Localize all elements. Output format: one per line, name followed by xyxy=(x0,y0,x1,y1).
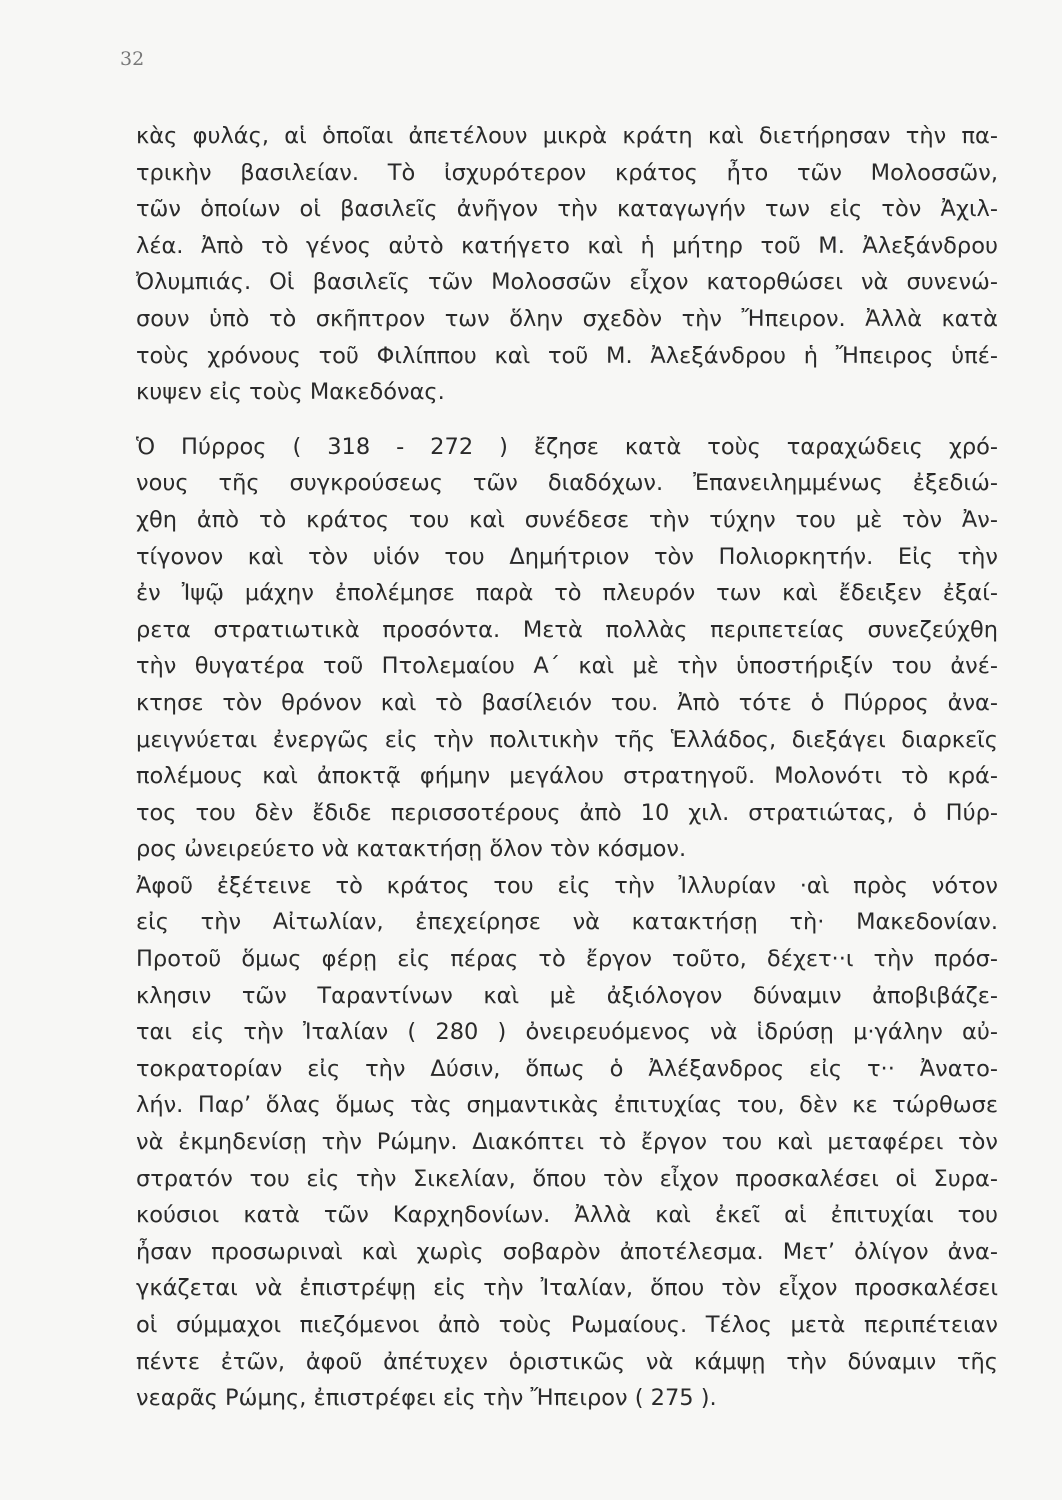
text-line: ρος ὠνειρεύετο νὰ κατακτήσῃ ὅλον τὸν κόσμον. xyxy=(136,836,687,863)
text-line: Ἀφοῦ ἐξέτεινε τὸ κράτος του εἰς τὴν Ἰλλυρίαν ·αὶ πρὸς νότον xyxy=(136,872,998,899)
text-line: ἐν Ἰψῷ μάχην ἐπολέμησε παρὰ τὸ πλευρόν των καὶ ἔδειξεν ἐξαί- xyxy=(136,580,998,607)
text-line: τίγονον καὶ τὸν υἱόν του Δημήτριον τὸν Πολιορκητήν. Εἰς τὴν xyxy=(136,543,998,570)
text-line: κούσιοι κατὰ τῶν Καρχηδονίων. Ἀλλὰ καὶ ἐκεῖ αἱ ἐπιτυχίαι του xyxy=(136,1202,998,1229)
text-line: κτησε τὸν θρόνον καὶ τὸ βασίλειόν του. Ἀπὸ τότε ὁ Πύρρος ἀνα- xyxy=(136,689,998,716)
text-line: Ὁ Πύρρος ( 318 - 272 ) ἔζησε κατὰ τοὺς ταραχώδεις χρό- xyxy=(136,433,998,460)
page-number: 32 xyxy=(120,48,145,70)
text-line: σουν ὑπὸ τὸ σκῆπτρον των ὅλην σχεδὸν τὴν Ἤπειρον. Ἀλλὰ κατὰ xyxy=(136,305,998,332)
text-line: ἦσαν προσωριναὶ καὶ χωρὶς σοβαρὸν ἀποτέλεσμα. Μετ’ ὀλίγον ἀνα- xyxy=(136,1238,998,1265)
paragraph-campaigns xyxy=(136,868,998,1417)
text-line: τος του δὲν ἔδιδε περισσοτέρους ἀπὸ 10 χιλ. στρατιώτας, ὁ Πύρ- xyxy=(136,799,998,826)
text-line: χθη ἀπὸ τὸ κράτος του καὶ συνέδεσε τὴν τύχην του μὲ τὸν Ἀν- xyxy=(136,506,998,533)
text-line: Προτοῦ ὅμως φέρῃ εἰς πέρας τὸ ἔργον τοῦτο, δέχετ··ι τὴν πρόσ- xyxy=(136,946,998,973)
text-line: στρατόν του εἰς τὴν Σικελίαν, ὅπου τὸν εἶχον προσκαλέσει οἱ Συρα- xyxy=(136,1165,998,1192)
text-line: κλησιν τῶν Ταραντίνων καὶ μὲ ἀξιόλογον δύναμιν ἀποβιβάζε- xyxy=(136,982,998,1009)
paragraph-molossians xyxy=(136,118,998,411)
text-line: τὴν θυγατέρα τοῦ Πτολεμαίου Α΄ καὶ μὲ τὴν ὑποστήριξίν του ἀνέ- xyxy=(136,653,998,680)
text-line: τῶν ὁποίων οἱ βασιλεῖς ἀνῆγον τὴν καταγωγήν των εἰς τὸν Ἀχιλ- xyxy=(136,196,998,223)
text-line: λέα. Ἀπὸ τὸ γένος αὐτὸ κατήγετο καὶ ἡ μήτηρ τοῦ Μ. Ἀλεξάνδρου xyxy=(136,232,998,259)
text-line: τοκρατορίαν εἰς τὴν Δύσιν, ὅπως ὁ Ἀλέξανδρος εἰς τ·· Ἀνατο- xyxy=(136,1055,998,1082)
text-line: οἱ σύμμαχοι πιεζόμενοι ἀπὸ τοὺς Ρωμαίους. Τέλος μετὰ περιπέτειαν xyxy=(136,1312,998,1338)
text-line: ρετα στρατιωτικὰ προσόντα. Μετὰ πολλὰς περιπετείας συνεζεύχθη xyxy=(136,616,998,643)
text-line: πέντε ἐτῶν, ἀφοῦ ἀπέτυχεν ὁριστικῶς νὰ κάμψῃ τὴν δύναμιν τῆς xyxy=(136,1348,998,1375)
text-line: γκάζεται νὰ ἐπιστρέψῃ εἰς τὴν Ἰταλίαν, ὅπου τὸν εἶχον προσκαλέσει xyxy=(136,1275,998,1302)
text-line: πολέμους καὶ ἀποκτᾷ φήμην μεγάλου στρατηγοῦ. Μολονότι τὸ κρά- xyxy=(136,763,998,790)
text-line: τρικὴν βασιλείαν. Τὸ ἰσχυρότερον κράτος ἦτο τῶν Μολοσσῶν, xyxy=(136,159,998,186)
text-line: μειγνύεται ἐνεργῶς εἰς τὴν πολιτικὴν τῆς Ἑλλάδος, διεξάγει διαρκεῖς xyxy=(136,726,998,753)
paragraph-gap xyxy=(136,411,998,429)
text-line: τοὺς χρόνους τοῦ Φιλίππου καὶ τοῦ Μ. Ἀλεξάνδρου ἡ Ἤπειρος ὑπέ- xyxy=(136,342,998,369)
text-line: νους τῆς συγκρούσεως τῶν διαδόχων. Ἐπανειλημμένως ἐξεδιώ- xyxy=(136,470,998,497)
text-line: Ὀλυμπιάς. Οἱ βασιλεῖς τῶν Μολοσσῶν εἶχον κατορθώσει νὰ συνενώ- xyxy=(136,269,998,296)
text-line: κὰς φυλάς, αἱ ὁποῖαι ἀπετέλουν μικρὰ κράτη καὶ διετήρησαν τὴν πα- xyxy=(136,123,998,149)
text-line: ται εἰς τὴν Ἰταλίαν ( 280 ) ὀνειρευόμενος νὰ ἱδρύσῃ μ·γάλην αὐ- xyxy=(136,1019,998,1046)
text-line: λήν. Παρ’ ὅλας ὅμως τὰς σημαντικὰς ἐπιτυχίας του, δὲν κε τώρθωσε xyxy=(136,1092,998,1119)
text-line: εἰς τὴν Αἰτωλίαν, ἐπεχείρησε νὰ κατακτήσῃ τὴ· Μακεδονίαν. xyxy=(136,909,998,936)
paragraph-pyrrhus xyxy=(136,429,998,868)
text-line: κυψεν εἰς τοὺς Μακεδόνας. xyxy=(136,379,445,406)
text-line: νεαρᾶς Ρώμης, ἐπιστρέφει εἰς τὴν Ἤπειρον ( 275 ). xyxy=(136,1385,717,1412)
body-text xyxy=(136,118,998,1417)
text-line: νὰ ἐκμηδενίσῃ τὴν Ρώμην. Διακόπτει τὸ ἔργον του καὶ μεταφέρει τὸν xyxy=(136,1129,998,1156)
